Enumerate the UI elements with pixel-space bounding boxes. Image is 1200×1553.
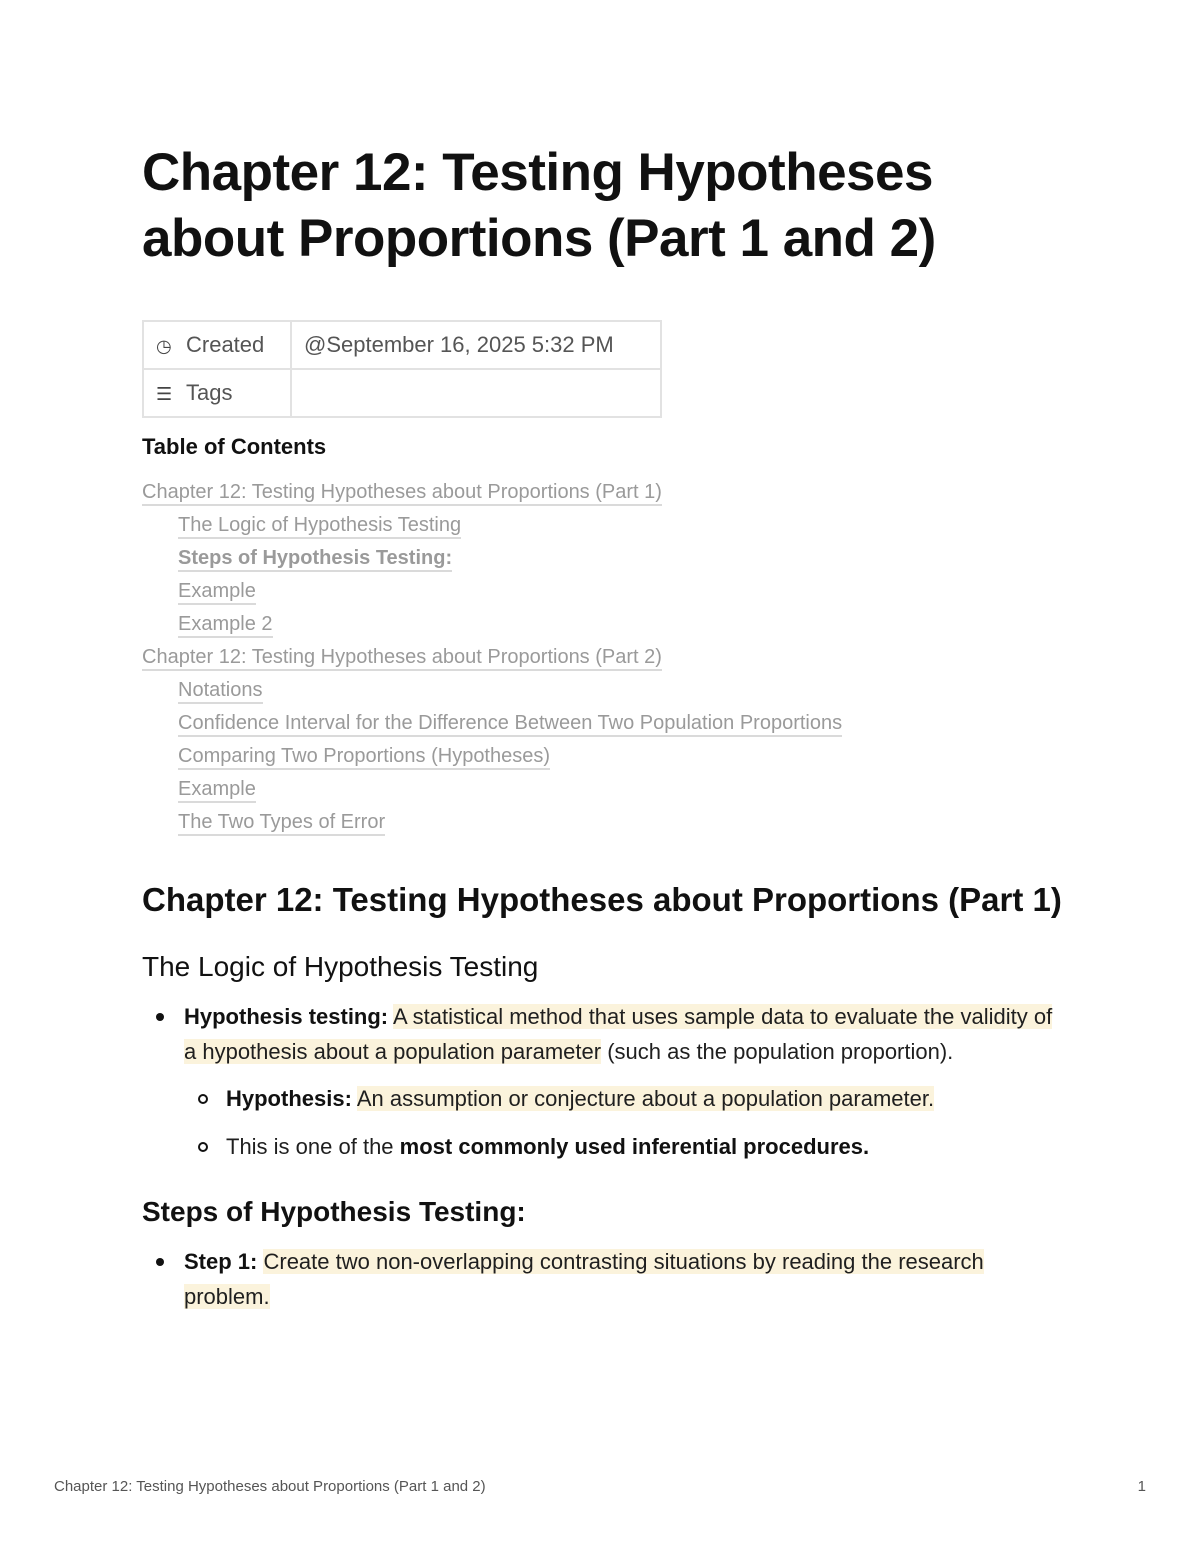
body-text: (such as the population proportion).	[601, 1039, 954, 1064]
property-key	[143, 321, 291, 369]
tags-value[interactable]	[291, 369, 661, 417]
highlighted-text: A statistical method that uses sample data to evaluate the validity of a hypothesis about a population parameter	[184, 1004, 1053, 1064]
toc-link[interactable]: Example	[178, 580, 256, 605]
highlighted-text: Create two non-overlapping contrasting situations by reading the research problem.	[184, 1249, 984, 1309]
toc-item	[142, 577, 1062, 610]
list-item	[184, 1081, 1062, 1116]
body-text: This is one of the	[226, 1134, 400, 1159]
toc-item	[142, 742, 1062, 775]
page-footer	[54, 1478, 1146, 1495]
toc-item	[142, 709, 1062, 742]
created-value[interactable]: @September 16, 2025 5:32 PM	[291, 321, 661, 369]
toc-item	[142, 610, 1062, 643]
toc-item	[142, 643, 1062, 676]
page-number: 1	[1137, 1478, 1146, 1495]
sub-bullet-list	[184, 1081, 1062, 1164]
toc-item	[142, 676, 1062, 709]
list-item	[184, 1129, 1062, 1164]
list-item	[142, 1244, 1062, 1314]
toc-link[interactable]: Comparing Two Proportions (Hypotheses)	[178, 745, 550, 770]
created-label: Created	[186, 332, 265, 357]
toc-link[interactable]: Confidence Interval for the Difference Between Two Population Proportions	[178, 712, 842, 737]
toc-item	[142, 511, 1062, 544]
page-content	[142, 140, 1062, 1314]
toc-link[interactable]: Steps of Hypothesis Testing:	[178, 547, 452, 572]
toc-link[interactable]: Chapter 12: Testing Hypotheses about Proportions (Part 2)	[142, 646, 662, 671]
toc-link[interactable]: The Logic of Hypothesis Testing	[178, 514, 461, 539]
list-item	[142, 999, 1062, 1164]
page-title: Chapter 12: Testing Hypotheses about Proportions (Part 1 and 2)	[142, 143, 936, 268]
toc-heading: Table of Contents	[142, 434, 327, 459]
subsection-heading: Steps of Hypothesis Testing:	[142, 1196, 526, 1227]
footer-title: Chapter 12: Testing Hypotheses about Proportions (Part 1 and 2)	[54, 1478, 486, 1495]
toc-item	[142, 808, 1062, 841]
toc-link[interactable]: Example	[178, 778, 256, 803]
toc-link[interactable]: The Two Types of Error	[178, 811, 385, 836]
toc-link[interactable]: Notations	[178, 679, 263, 704]
term: Hypothesis:	[226, 1086, 352, 1111]
property-row-created	[143, 321, 661, 369]
property-key	[143, 369, 291, 417]
clock-icon: ◷	[156, 336, 172, 356]
term: Step 1:	[184, 1249, 258, 1274]
toc-link[interactable]: Example 2	[178, 613, 273, 638]
table-of-contents	[142, 478, 1062, 841]
bold-text: most commonly used inferential procedures.	[399, 1134, 870, 1159]
toc-item	[142, 775, 1062, 808]
bullet-list	[142, 999, 1062, 1164]
subsection-heading: The Logic of Hypothesis Testing	[142, 951, 539, 982]
list-icon: ☰	[156, 384, 173, 404]
property-row-tags	[143, 369, 661, 417]
highlighted-text: An assumption or conjecture about a population parameter.	[356, 1086, 935, 1111]
bullet-list	[142, 1244, 1062, 1314]
toc-item	[142, 478, 1062, 511]
toc-link[interactable]: Chapter 12: Testing Hypotheses about Proportions (Part 1)	[142, 481, 662, 506]
properties-table	[142, 320, 662, 418]
toc-item	[142, 544, 1062, 577]
term: Hypothesis testing:	[184, 1004, 389, 1029]
tags-label: Tags	[186, 380, 233, 405]
section-heading: Chapter 12: Testing Hypotheses about Proportions (Part 1)	[142, 881, 1062, 918]
